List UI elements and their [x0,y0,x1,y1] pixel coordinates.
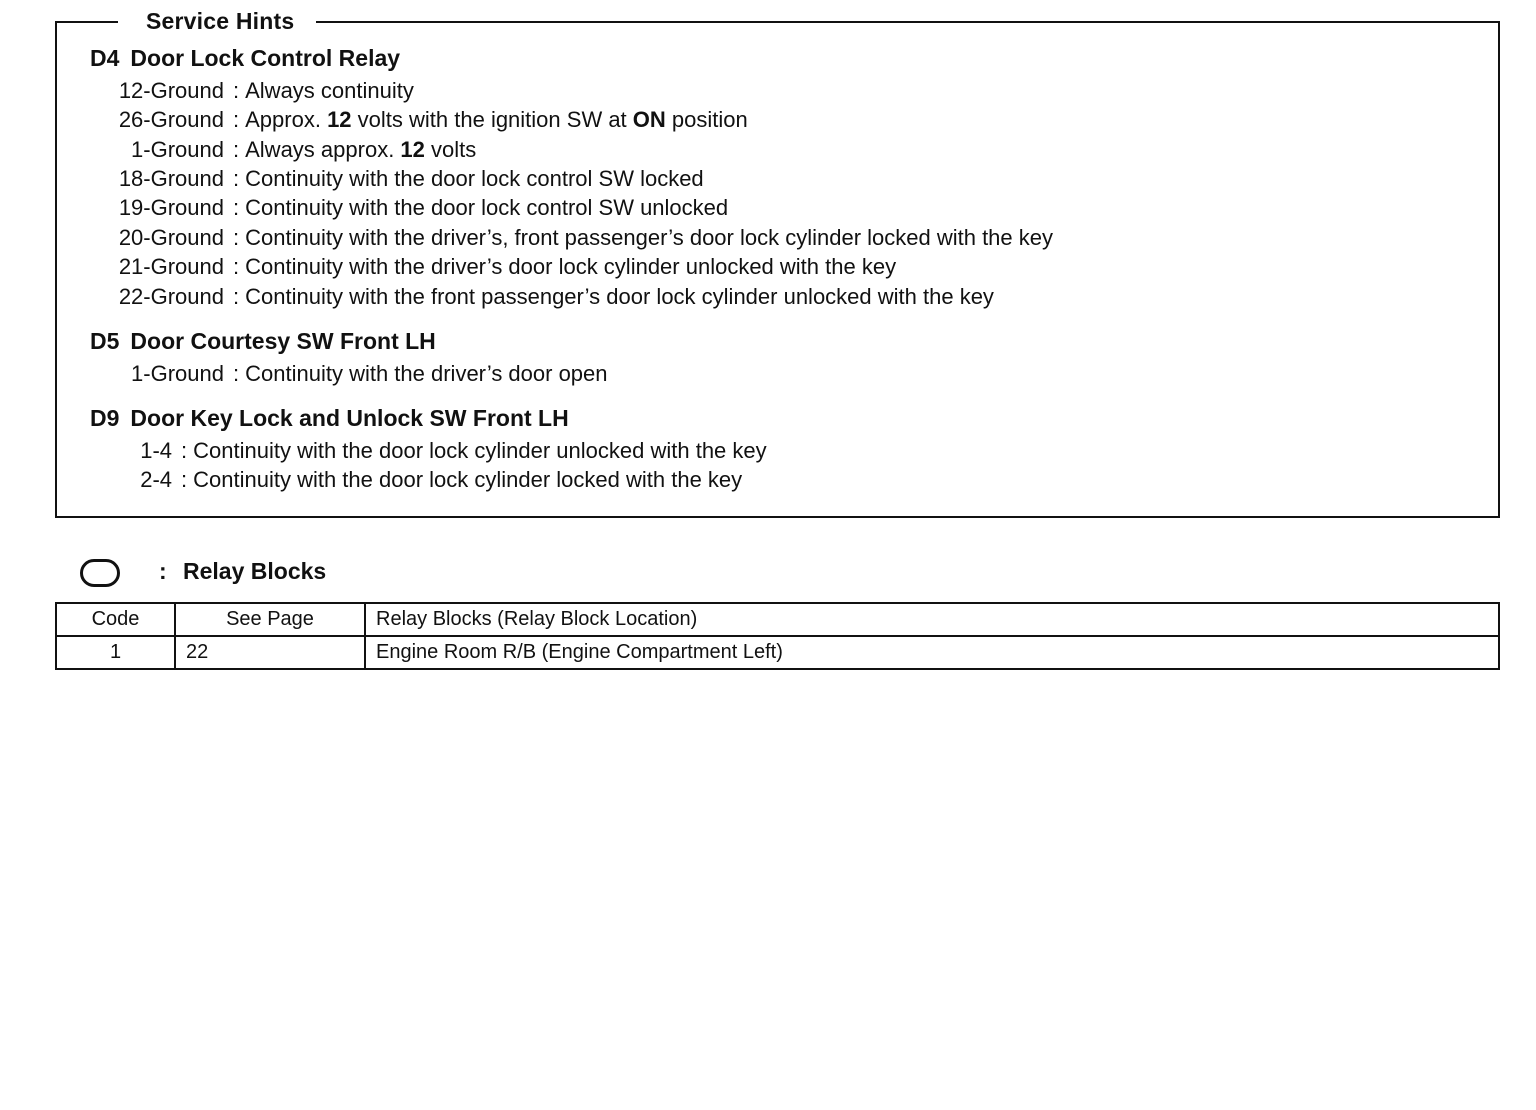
service-hints-title: Service Hints [118,6,316,36]
column-header-see-page: See Page [175,603,365,636]
hint-separator: : [233,195,240,220]
hint-term: 1-Ground [131,361,224,386]
hint-line [96,283,994,311]
table-row [56,636,1499,669]
table-header-row [56,603,1499,636]
cell-relay-block: Engine Room R/B (Engine Compartment Left) [365,636,1499,669]
hint-separator: : [233,254,240,279]
hint-text: Approx. [245,107,328,132]
section-title-d4 [90,44,400,72]
hint-description [245,254,896,279]
hint-text: volts with the ignition SW at [351,107,633,132]
hint-term: 19-Ground [118,195,224,220]
cell-see-page: 22 [175,636,365,669]
hint-separator: : [233,137,240,162]
hint-term: 20-Ground [118,225,224,250]
section-name: Door Courtesy SW Front LH [130,328,436,354]
hint-term: 21-Ground [118,254,224,279]
section-code: D9 [90,405,120,431]
hint-text: Always continuity [245,78,414,103]
section-code: D5 [90,328,120,354]
hint-line [96,106,748,134]
legend-separator: : [159,558,167,584]
hint-line [96,360,608,388]
hint-separator: : [233,166,240,191]
hint-description [245,166,704,191]
column-header-relay-blocks: Relay Blocks (Relay Block Location) [365,603,1499,636]
column-header-code: Code [56,603,175,636]
hint-line [96,136,476,164]
section-code: D4 [90,45,120,71]
section-name: Door Key Lock and Unlock SW Front LH [130,405,569,431]
legend-label: Relay Blocks [183,558,327,584]
hint-description [193,467,742,492]
section-title-d9 [90,404,569,432]
hint-separator: : [233,107,240,132]
hint-text: volts [424,137,477,162]
relay-blocks-table [55,602,1500,670]
hint-separator: : [233,78,240,103]
hint-text: Continuity with the driver’s door open [245,361,608,386]
section-name: Door Lock Control Relay [130,45,401,71]
hint-description [245,78,414,103]
hint-text: position [665,107,748,132]
hint-term: 2-4 [140,467,172,492]
hint-description [245,284,994,309]
hint-description [193,438,767,463]
hint-text: Continuity with the door lock cylinder unlocked with the key [193,438,767,463]
hint-line [96,77,414,105]
hint-line [96,194,728,222]
hint-term: 1-4 [140,438,172,463]
hint-line [120,466,742,494]
hint-emphasis: ON [632,107,666,132]
hint-emphasis: 12 [327,107,352,132]
hint-emphasis: 12 [400,137,425,162]
hint-term: 18-Ground [118,166,224,191]
hint-text: Continuity with the driver’s door lock cylinder unlocked with the key [245,254,897,279]
hint-description [245,361,607,386]
hint-description [245,195,728,220]
hint-text: Continuity with the front passenger’s door lock cylinder unlocked with the key [245,284,994,309]
hint-term: 22-Ground [118,284,224,309]
hint-separator: : [233,225,240,250]
hint-text: Always approx. [245,137,401,162]
hint-term: 12-Ground [118,78,224,103]
hint-text: Continuity with the door lock control SW unlocked [245,195,729,220]
hint-description [245,107,748,132]
relay-block-symbol-icon [80,559,120,587]
hint-separator: : [233,284,240,309]
hint-separator: : [233,361,240,386]
hint-text: Continuity with the driver’s, front passenger’s door lock cylinder locked with the key [245,225,1054,250]
hint-separator: : [181,467,188,492]
hint-line [120,437,767,465]
hint-line [96,253,896,281]
hint-term: 1-Ground [131,137,224,162]
hint-separator: : [181,438,188,463]
hint-line [96,224,1053,252]
hint-text: Continuity with the door lock cylinder locked with the key [193,467,743,492]
cell-code: 1 [56,636,175,669]
hint-term: 26-Ground [118,107,224,132]
hint-description [245,137,476,162]
hint-line [96,165,704,193]
hint-text: Continuity with the door lock control SW locked [245,166,704,191]
hint-description [245,225,1053,250]
section-title-d5 [90,327,436,355]
